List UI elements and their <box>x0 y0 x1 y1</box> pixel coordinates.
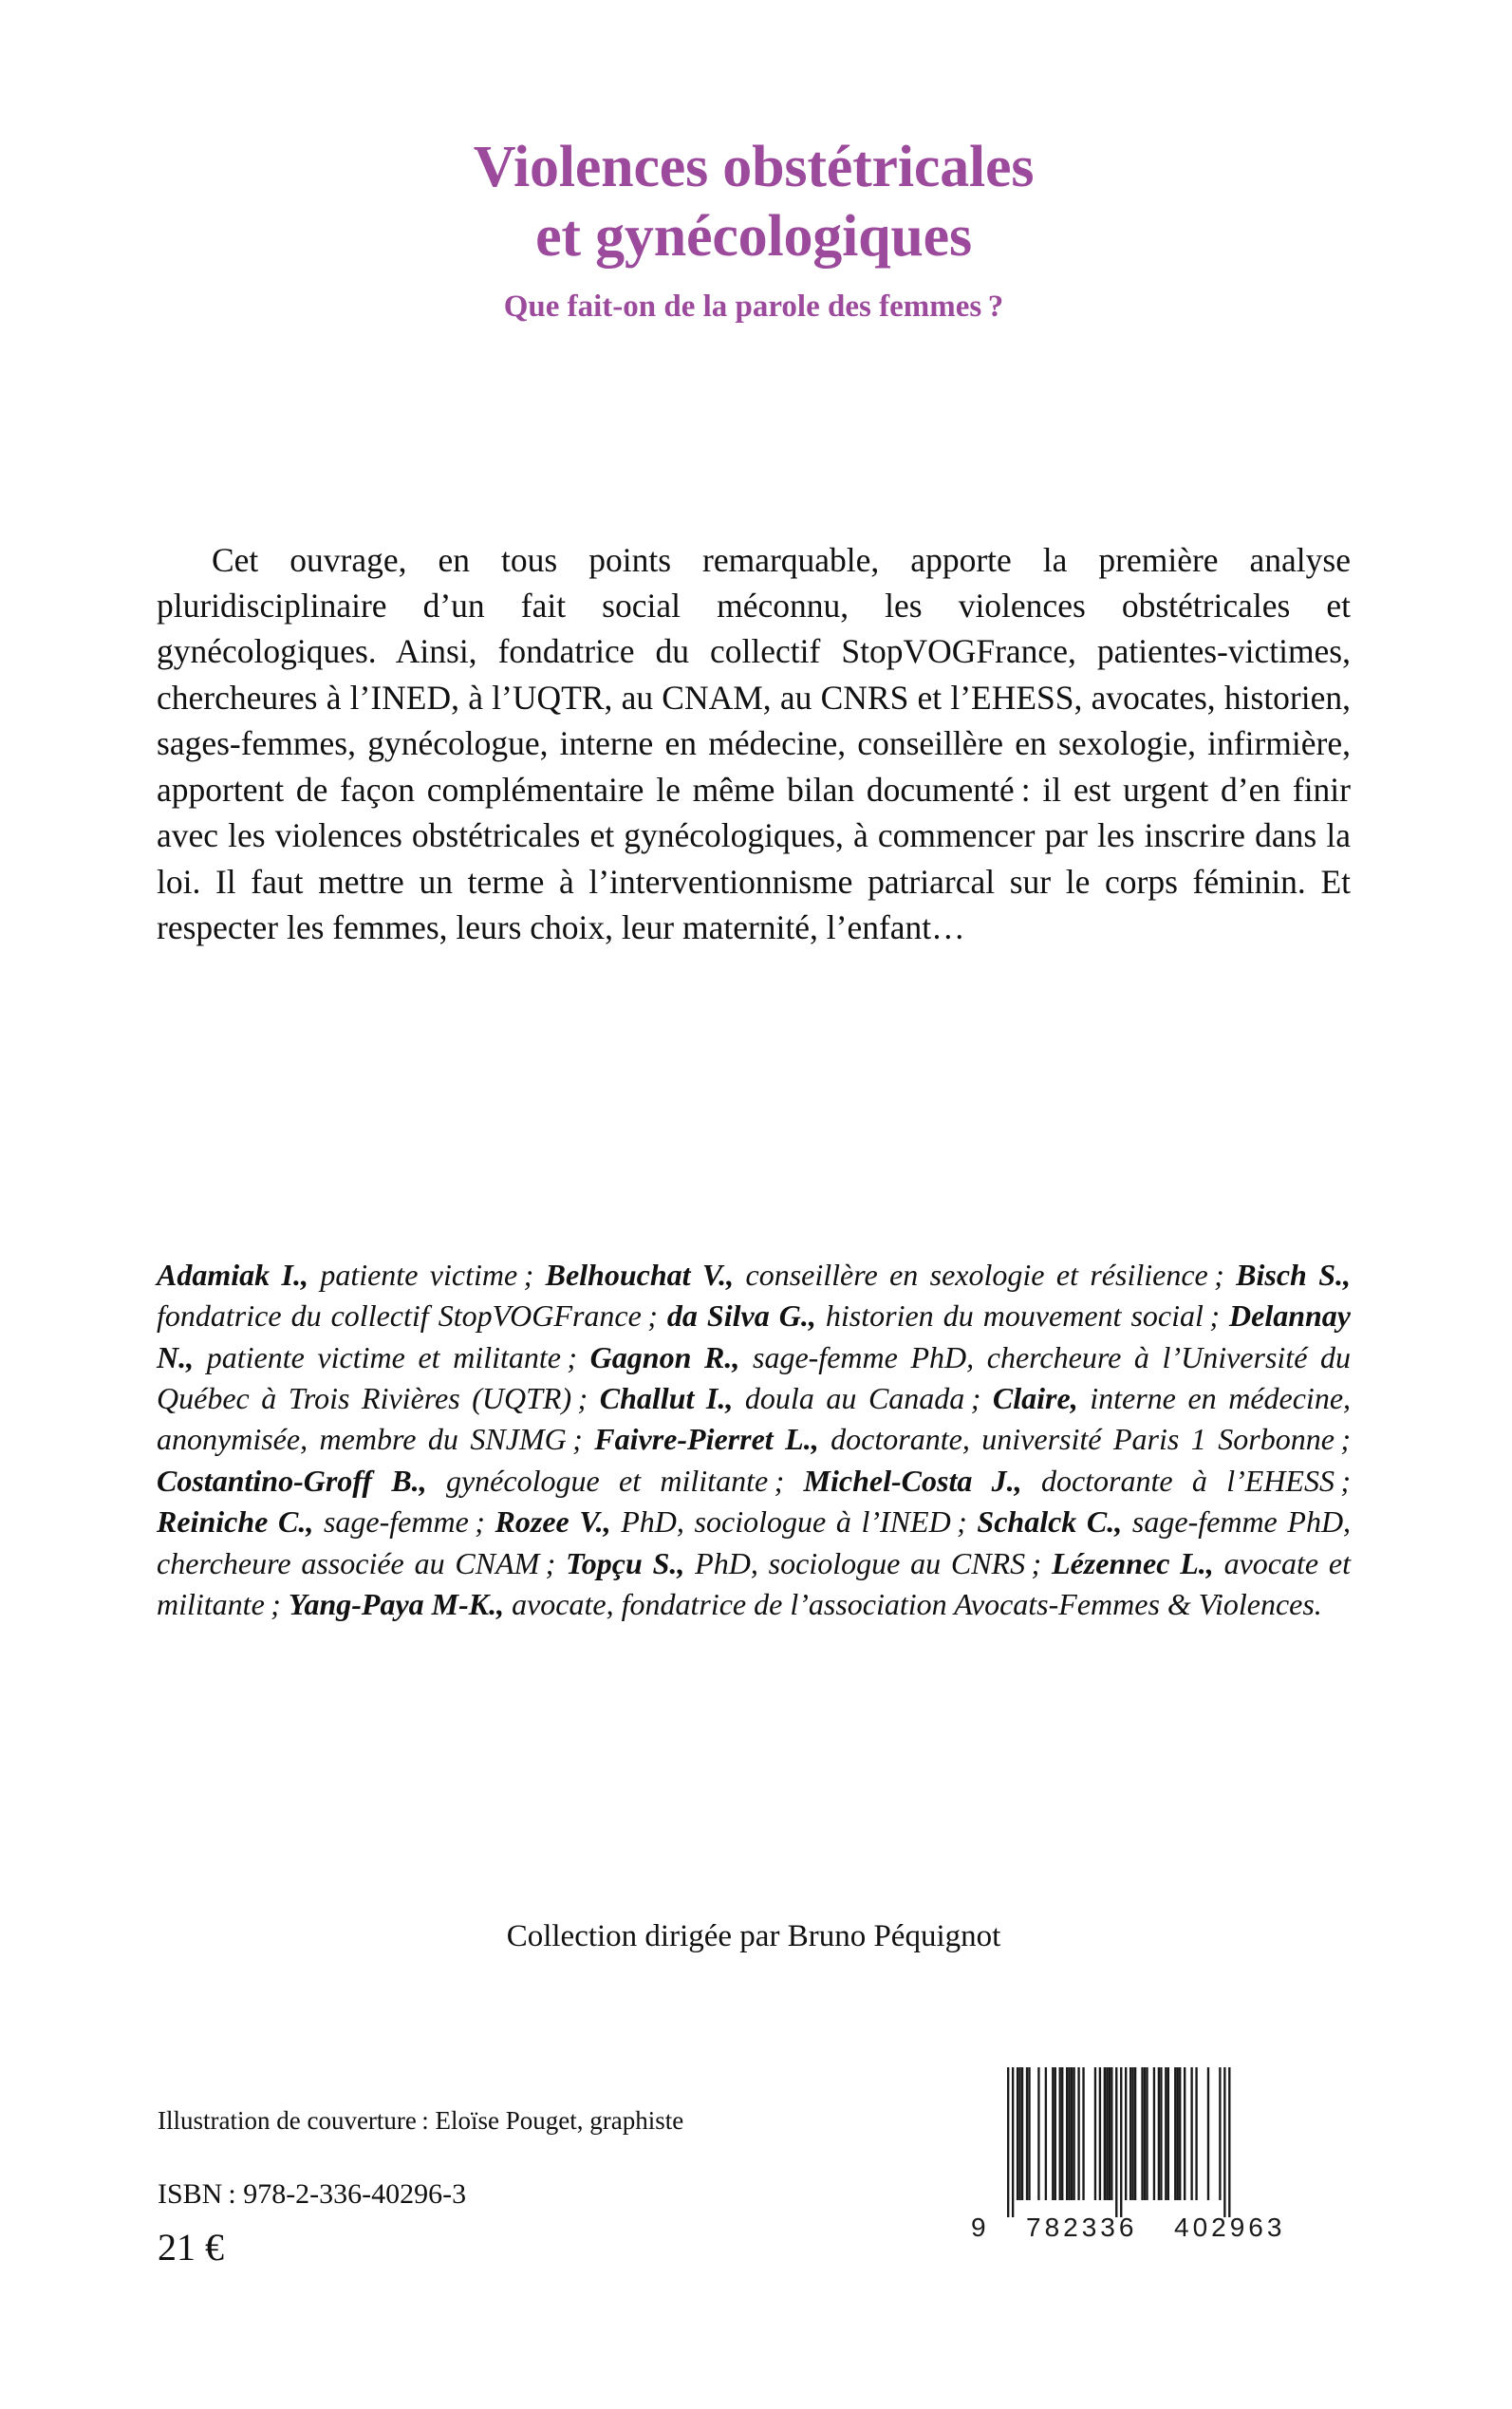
contributor-name: Claire, <box>992 1381 1078 1416</box>
contributor-name: Belhouchat V., <box>545 1258 735 1292</box>
contributor-name: Schalck C., <box>977 1504 1123 1540</box>
contributor-role: avocate, fondatrice de l’association Avocats-Femmes & Violences. <box>504 1586 1322 1621</box>
contributor-name: Lézennec L., <box>1052 1545 1214 1580</box>
collection-director-line: Collection dirigée par Bruno Péquignot <box>506 1919 1001 1953</box>
contributor-role: doctorante, université Paris 1 Sorbonne ; <box>818 1422 1351 1457</box>
footer-left-block <box>158 2105 879 2270</box>
barcode-digit-left: 9 <box>971 2213 986 2242</box>
contributor-name: Michel-Costa J., <box>803 1463 1022 1498</box>
contributor-role: sage-femme PhD, chercheure à l’Université du Québec à Trois Rivières (UQTR) ; <box>157 1339 1352 1416</box>
contributor-role: historien du mouvement social ; <box>815 1298 1229 1334</box>
contributor-name: Faivre-Pierret L., <box>594 1422 819 1457</box>
contributor-role: fondatrice du collectif StopVOGFrance ; <box>157 1298 667 1334</box>
contributors-paragraph <box>157 1255 1351 1625</box>
price-line: 21 € <box>158 2226 224 2269</box>
contributor-role: patiente victime et militante ; <box>194 1339 590 1374</box>
blurb-paragraph: Cet ouvrage, en tous points remarquable, apporte la première analyse pluridisciplinaire d’un fait social méconnu, les violences obstétricales et gynécologiques. Ainsi, fondatrice du collectif StopVOGFrance, patientes-victimes, chercheures à l’INED, à l’UQTR, au CNAM, au CNRS et l’EHESS, avocates, historien, sages-femmes, gynécologue, interne en médecine, conseillère en sexologie, infirmière, apportent de façon complémentaire le même bilan documenté : il est urgent d’en finir avec les violences obstétricales et gynécologiques, à commencer par les inscrire dans la loi. Il faut mettre un terme à l’interventionnisme patriarcal sur le corps féminin. Et respecter les femmes, leurs choix, leur maternité, l’enfant… <box>157 540 1351 947</box>
contributor-role: gynécologue et militante ; <box>426 1463 804 1498</box>
contributor-name: Costantino-Groff B., <box>157 1463 427 1498</box>
contributor-name: Adamiak I., <box>157 1258 308 1292</box>
contributor-role: interne en médecine, anonymisée, membre du SNJMG ; <box>157 1381 1352 1457</box>
title-block <box>157 133 1351 327</box>
contributor-name: Gagnon R., <box>589 1339 740 1374</box>
contributor-name: Yang-Paya M-K., <box>288 1586 505 1621</box>
contributor-name: da Silva G., <box>666 1298 816 1334</box>
contributor-role: doctorante à l’EHESS ; <box>1021 1463 1352 1498</box>
book-title <box>157 133 1351 271</box>
book-title-line-2: et gynécologiques <box>535 204 972 270</box>
barcode-svg <box>963 2054 1326 2244</box>
contributor-name: Reiniche C., <box>157 1504 314 1540</box>
book-title-line-1: Violences obstétricales <box>473 135 1035 199</box>
contributor-name: Delannay N., <box>157 1298 1351 1374</box>
contributor-role: conseillère en sexologie et résilience ; <box>734 1258 1237 1292</box>
contributor-role: patiente victime ; <box>308 1258 546 1292</box>
book-subtitle: Que fait-on de la parole des femmes ? <box>503 289 1004 325</box>
ean13-barcode <box>963 2054 1326 2244</box>
contributor-name: Challut I., <box>599 1381 734 1416</box>
contributor-role: sage-femme ; <box>313 1504 495 1540</box>
contributor-role: PhD, sociologue au CNRS ; <box>684 1545 1053 1580</box>
contributor-role: sage-femme PhD, chercheure associée au CNAM ; <box>157 1504 1352 1580</box>
isbn-line: ISBN : 978-2-336-40296-3 <box>158 2178 467 2211</box>
contributor-role: avocate et militante ; <box>157 1545 1352 1621</box>
barcode-digits-right: 402963 <box>1174 2213 1286 2242</box>
barcode-digits-mid: 782336 <box>1026 2213 1138 2242</box>
contributor-role: doula au Canada ; <box>733 1381 993 1416</box>
contributor-role: PhD, sociologue à l’INED ; <box>610 1504 978 1540</box>
contributor-name: Bisch S., <box>1236 1258 1352 1292</box>
contributor-name: Topçu S., <box>566 1545 685 1580</box>
contributor-name: Rozee V., <box>495 1504 611 1540</box>
illustration-credit: Illustration de couverture : Eloïse Pouget, graphiste <box>158 2106 684 2135</box>
